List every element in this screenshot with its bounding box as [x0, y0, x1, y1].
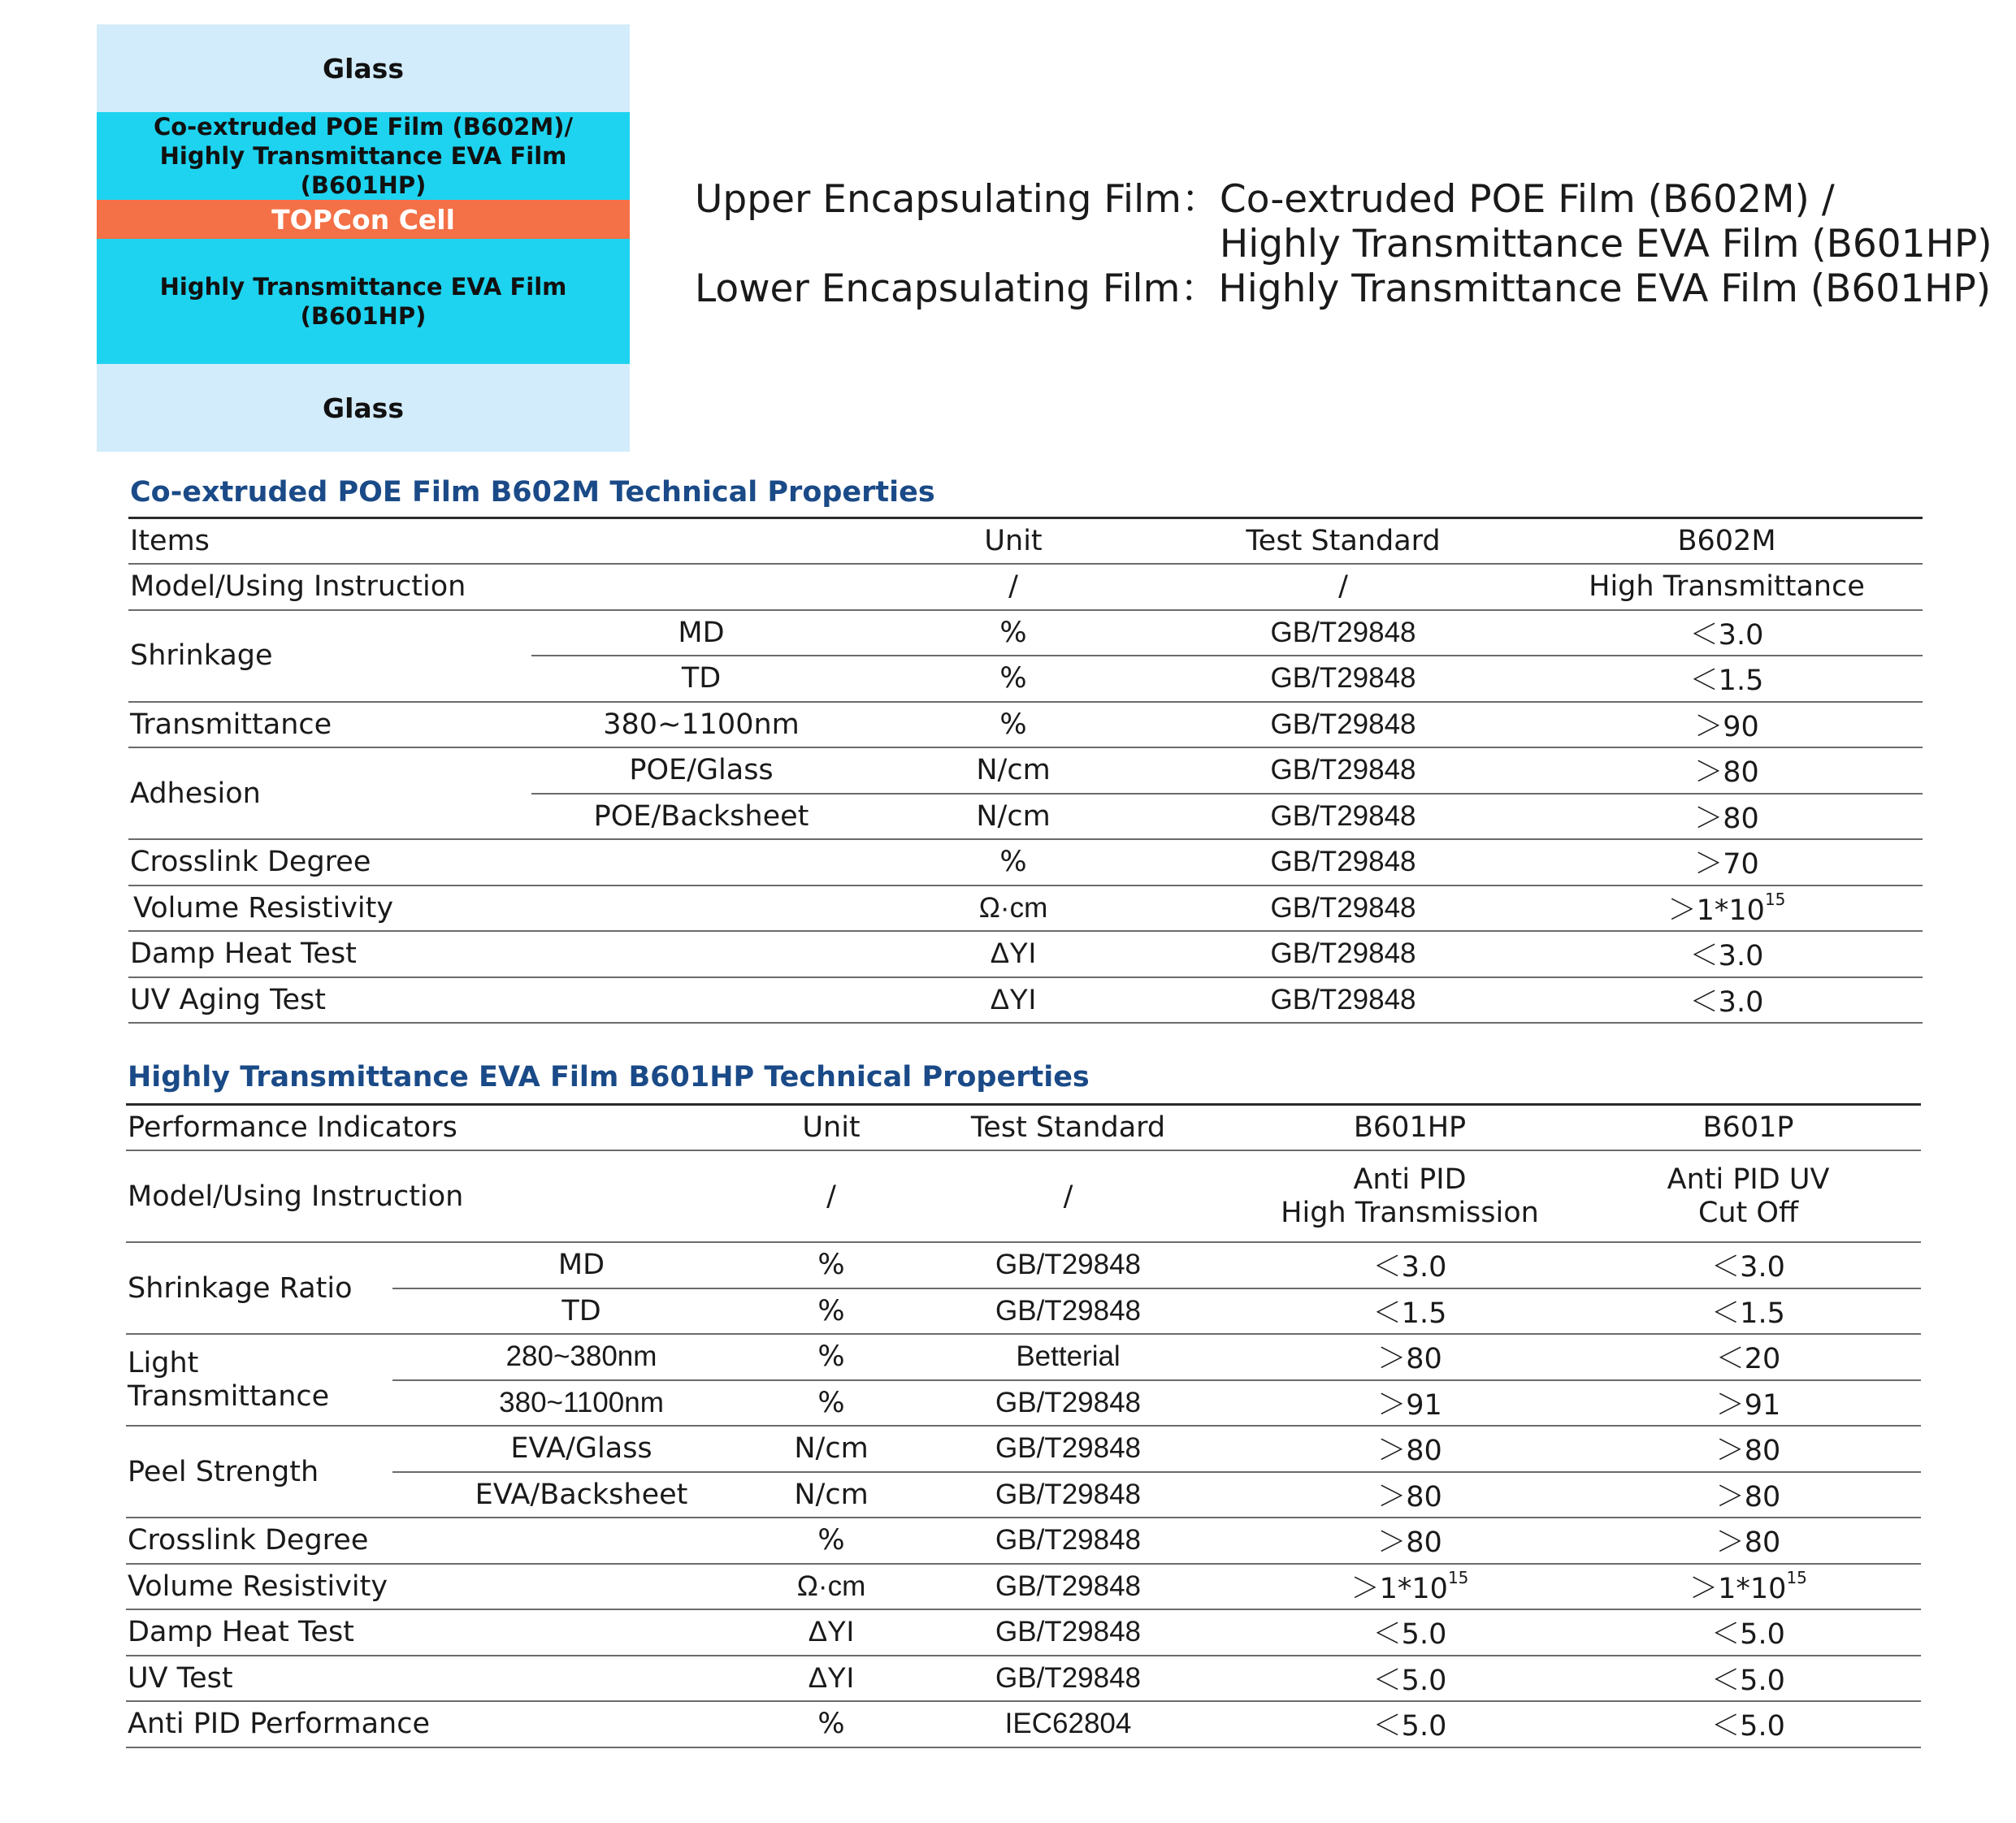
row-label: Shrinkage	[128, 610, 531, 702]
standard-cell: GB/T29848	[892, 1380, 1244, 1427]
standard-cell: GB/T29848	[892, 1609, 1244, 1656]
value-cell-p: ＞80	[1576, 1518, 1921, 1564]
value-cell: ＞80	[1531, 794, 1923, 840]
unit-cell: N/cm	[770, 1426, 892, 1472]
table-row	[126, 1701, 1921, 1747]
layer-upper-film	[97, 112, 630, 200]
table-row	[126, 1288, 1921, 1335]
unit-cell: %	[770, 1518, 892, 1564]
standard-cell: GB/T29848	[1155, 794, 1531, 840]
table-row	[126, 1334, 1921, 1380]
upper-encapsulation-value	[1220, 177, 1992, 266]
value-line: Anti PID	[1353, 1163, 1467, 1196]
value-line: Anti PID UV	[1667, 1163, 1830, 1196]
value-cell-p: ＜5.0	[1576, 1701, 1921, 1747]
row-label: Peel Strength	[126, 1426, 392, 1518]
value-cell: ＜3.0	[1531, 610, 1923, 656]
sub-cell: POE/Backsheet	[531, 794, 871, 840]
value-cell-hp: ＜5.0	[1244, 1701, 1576, 1747]
standard-cell: Betterial	[892, 1334, 1244, 1380]
standard-cell: IEC62804	[892, 1701, 1244, 1747]
row-label-line: Transmittance	[128, 1379, 330, 1413]
table-row	[126, 1380, 1921, 1427]
row-label: Anti PID Performance	[126, 1701, 770, 1747]
sub-cell: 380~1100nm	[531, 702, 871, 748]
sub-cell: 380~1100nm	[392, 1380, 770, 1427]
value-cell-hp: ＜1.5	[1244, 1288, 1576, 1335]
sub-cell: TD	[531, 656, 871, 702]
value-base: ＞1*10	[1689, 1572, 1787, 1605]
value-cell-p	[1576, 1564, 1921, 1610]
standard-cell: GB/T29848	[1155, 977, 1531, 1024]
value-cell-hp	[1244, 1564, 1576, 1610]
table1-title: Co-extruded POE Film B602M Technical Properties	[130, 476, 935, 509]
layer-label: (B601HP)	[300, 302, 427, 330]
lower-encapsulation-value: Highly Transmittance EVA Film (B601HP)	[1218, 266, 1992, 311]
row-label: UV Aging Test	[128, 977, 871, 1024]
unit-cell: /	[770, 1150, 892, 1242]
standard-cell: GB/T29848	[1155, 702, 1531, 748]
unit-cell: %	[770, 1242, 892, 1288]
standard-cell: GB/T29848	[1155, 747, 1531, 794]
table-header-row	[128, 518, 1923, 565]
value-cell-hp: ＜3.0	[1244, 1242, 1576, 1288]
value-cell: ＞90	[1531, 702, 1923, 748]
sub-cell: EVA/Glass	[392, 1426, 770, 1472]
table-row	[126, 1150, 1921, 1242]
unit-cell: %	[770, 1380, 892, 1427]
value-cell	[1531, 886, 1923, 932]
table-row	[128, 886, 1923, 932]
table-row	[126, 1472, 1921, 1518]
upper-encapsulation-label: Upper Encapsulating Film：	[695, 177, 1220, 222]
unit-cell: ΔYI	[871, 977, 1155, 1024]
standard-cell: GB/T29848	[1155, 656, 1531, 702]
upper-value-line: Co-extruded POE Film (B602M) /	[1219, 177, 1835, 222]
standard-cell: GB/T29848	[1155, 886, 1531, 932]
value-cell-hp: ＞80	[1244, 1426, 1576, 1472]
header-items: Items	[128, 518, 871, 565]
lower-encapsulation-label: Lower Encapsulating Film：	[695, 266, 1219, 311]
value-cell: ＜3.0	[1531, 977, 1923, 1024]
layer-label: Highly Transmittance EVA Film (B601HP)	[159, 142, 567, 199]
layer-label: TOPCon Cell	[271, 203, 455, 236]
standard-cell: GB/T29848	[892, 1288, 1244, 1335]
value-exponent: 15	[1786, 1567, 1807, 1587]
lower-encapsulation-row	[695, 266, 1992, 311]
unit-cell: N/cm	[770, 1472, 892, 1518]
sub-cell: MD	[392, 1242, 770, 1288]
standard-cell: GB/T29848	[892, 1518, 1244, 1564]
unit-cell: N/cm	[871, 794, 1155, 840]
table-row	[126, 1426, 1921, 1472]
header-unit: Unit	[770, 1105, 892, 1151]
value-cell-p: ＜20	[1576, 1334, 1921, 1380]
upper-value-line: Highly Transmittance EVA Film (B601HP)	[1219, 222, 1992, 266]
value-line: High Transmission	[1281, 1196, 1539, 1229]
value-cell-hp: ＜5.0	[1244, 1609, 1576, 1656]
table-row	[128, 564, 1923, 610]
unit-cell: ΔYI	[871, 931, 1155, 977]
table-row	[126, 1518, 1921, 1564]
unit-cell: /	[871, 564, 1155, 610]
table-row	[126, 1656, 1921, 1702]
standard-cell: GB/T29848	[1155, 610, 1531, 656]
row-label: Volume Resistivity	[128, 886, 871, 932]
layer-glass-bottom	[97, 364, 630, 452]
standard-cell: GB/T29848	[892, 1656, 1244, 1702]
sub-cell: MD	[531, 610, 871, 656]
row-label: Model/Using Instruction	[126, 1150, 770, 1242]
value-cell: High Transmittance	[1531, 564, 1923, 610]
row-label: Volume Resistivity	[126, 1564, 770, 1610]
standard-cell: GB/T29848	[892, 1426, 1244, 1472]
value-line: Cut Off	[1697, 1196, 1799, 1229]
layer-label: Co-extruded POE Film (B602M)/	[153, 113, 574, 141]
value-cell: ＞80	[1531, 747, 1923, 794]
value-exponent: 15	[1764, 889, 1786, 909]
value-cell-hp: ＜5.0	[1244, 1656, 1576, 1702]
header-b602m: B602M	[1531, 518, 1923, 565]
layer-stack-diagram	[97, 24, 630, 452]
header-b601p: B601P	[1576, 1105, 1921, 1151]
standard-cell: GB/T29848	[892, 1242, 1244, 1288]
value-cell: ＜1.5	[1531, 656, 1923, 702]
value-cell-p: ＜3.0	[1576, 1242, 1921, 1288]
value-cell-p	[1576, 1150, 1921, 1242]
table2-title: Highly Transmittance EVA Film B601HP Technical Properties	[128, 1061, 1090, 1093]
standard-cell: GB/T29848	[892, 1564, 1244, 1610]
standard-cell: /	[892, 1150, 1244, 1242]
encapsulation-description	[695, 177, 1992, 311]
row-label: Damp Heat Test	[126, 1609, 770, 1656]
row-label: UV Test	[126, 1656, 770, 1702]
value-base: ＞1*10	[1351, 1572, 1448, 1605]
layer-label: Highly Transmittance EVA Film	[159, 273, 567, 301]
unit-cell: %	[770, 1334, 892, 1380]
upper-encapsulation-row	[695, 177, 1992, 266]
layer-glass-top	[97, 24, 630, 112]
layer-topcon-cell	[97, 200, 630, 239]
row-label: Damp Heat Test	[128, 931, 871, 977]
row-label: Crosslink Degree	[126, 1518, 770, 1564]
value-cell-p: ＞80	[1576, 1426, 1921, 1472]
value-cell-hp	[1244, 1150, 1576, 1242]
header-b601hp: B601HP	[1244, 1105, 1576, 1151]
value-cell-p: ＜5.0	[1576, 1656, 1921, 1702]
unit-cell: %	[871, 702, 1155, 748]
unit-cell: %	[871, 656, 1155, 702]
header-standard: Test Standard	[1155, 518, 1531, 565]
table-row	[126, 1242, 1921, 1288]
unit-cell: ΔYI	[770, 1609, 892, 1656]
sub-cell: POE/Glass	[531, 747, 871, 794]
row-label: Adhesion	[128, 747, 531, 839]
header-items: Performance Indicators	[126, 1105, 770, 1151]
value-cell-p: ＜1.5	[1576, 1288, 1921, 1335]
unit-cell: %	[871, 839, 1155, 886]
table-row	[128, 931, 1923, 977]
value-cell-hp: ＞91	[1244, 1380, 1576, 1427]
value-cell-p: ＞91	[1576, 1380, 1921, 1427]
sub-cell: TD	[392, 1288, 770, 1335]
table-row	[128, 839, 1923, 886]
table-row	[128, 610, 1923, 656]
row-label: Model/Using Instruction	[128, 564, 871, 610]
table-row	[128, 702, 1923, 748]
value-cell-hp: ＞80	[1244, 1518, 1576, 1564]
layer-lower-film	[97, 239, 630, 364]
value-cell-p: ＜5.0	[1576, 1609, 1921, 1656]
header-standard: Test Standard	[892, 1105, 1244, 1151]
unit-cell: %	[871, 610, 1155, 656]
value-base: ＞1*10	[1667, 894, 1765, 927]
standard-cell: GB/T29848	[1155, 839, 1531, 886]
table-row	[128, 977, 1923, 1024]
value-cell-hp: ＞80	[1244, 1334, 1576, 1380]
unit-cell: ΔYI	[770, 1656, 892, 1702]
header-unit: Unit	[871, 518, 1155, 565]
sub-cell: EVA/Backsheet	[392, 1472, 770, 1518]
standard-cell: /	[1155, 564, 1531, 610]
table-header-row	[126, 1105, 1921, 1151]
standard-cell: GB/T29848	[892, 1472, 1244, 1518]
table-row	[126, 1609, 1921, 1656]
unit-cell: %	[770, 1288, 892, 1335]
value-cell-p: ＞80	[1576, 1472, 1921, 1518]
value-cell: ＞70	[1531, 839, 1923, 886]
unit-cell: N/cm	[871, 747, 1155, 794]
row-label	[126, 1334, 392, 1426]
unit-cell: Ω·cm	[770, 1564, 892, 1610]
layer-label: Glass	[323, 392, 404, 424]
row-label: Shrinkage Ratio	[126, 1242, 392, 1334]
row-label: Crosslink Degree	[128, 839, 871, 886]
value-exponent: 15	[1447, 1567, 1469, 1587]
row-label-line: Light	[128, 1346, 199, 1379]
b601hp-properties-table	[126, 1103, 1921, 1748]
unit-cell: Ω·cm	[871, 886, 1155, 932]
standard-cell: GB/T29848	[1155, 931, 1531, 977]
row-label: Transmittance	[128, 702, 531, 748]
value-cell-hp: ＞80	[1244, 1472, 1576, 1518]
unit-cell: %	[770, 1701, 892, 1747]
sub-cell: 280~380nm	[392, 1334, 770, 1380]
value-cell: ＜3.0	[1531, 931, 1923, 977]
table-row	[128, 747, 1923, 794]
layer-label: Glass	[323, 52, 404, 84]
table-row	[126, 1564, 1921, 1610]
b602m-properties-table	[128, 517, 1923, 1024]
